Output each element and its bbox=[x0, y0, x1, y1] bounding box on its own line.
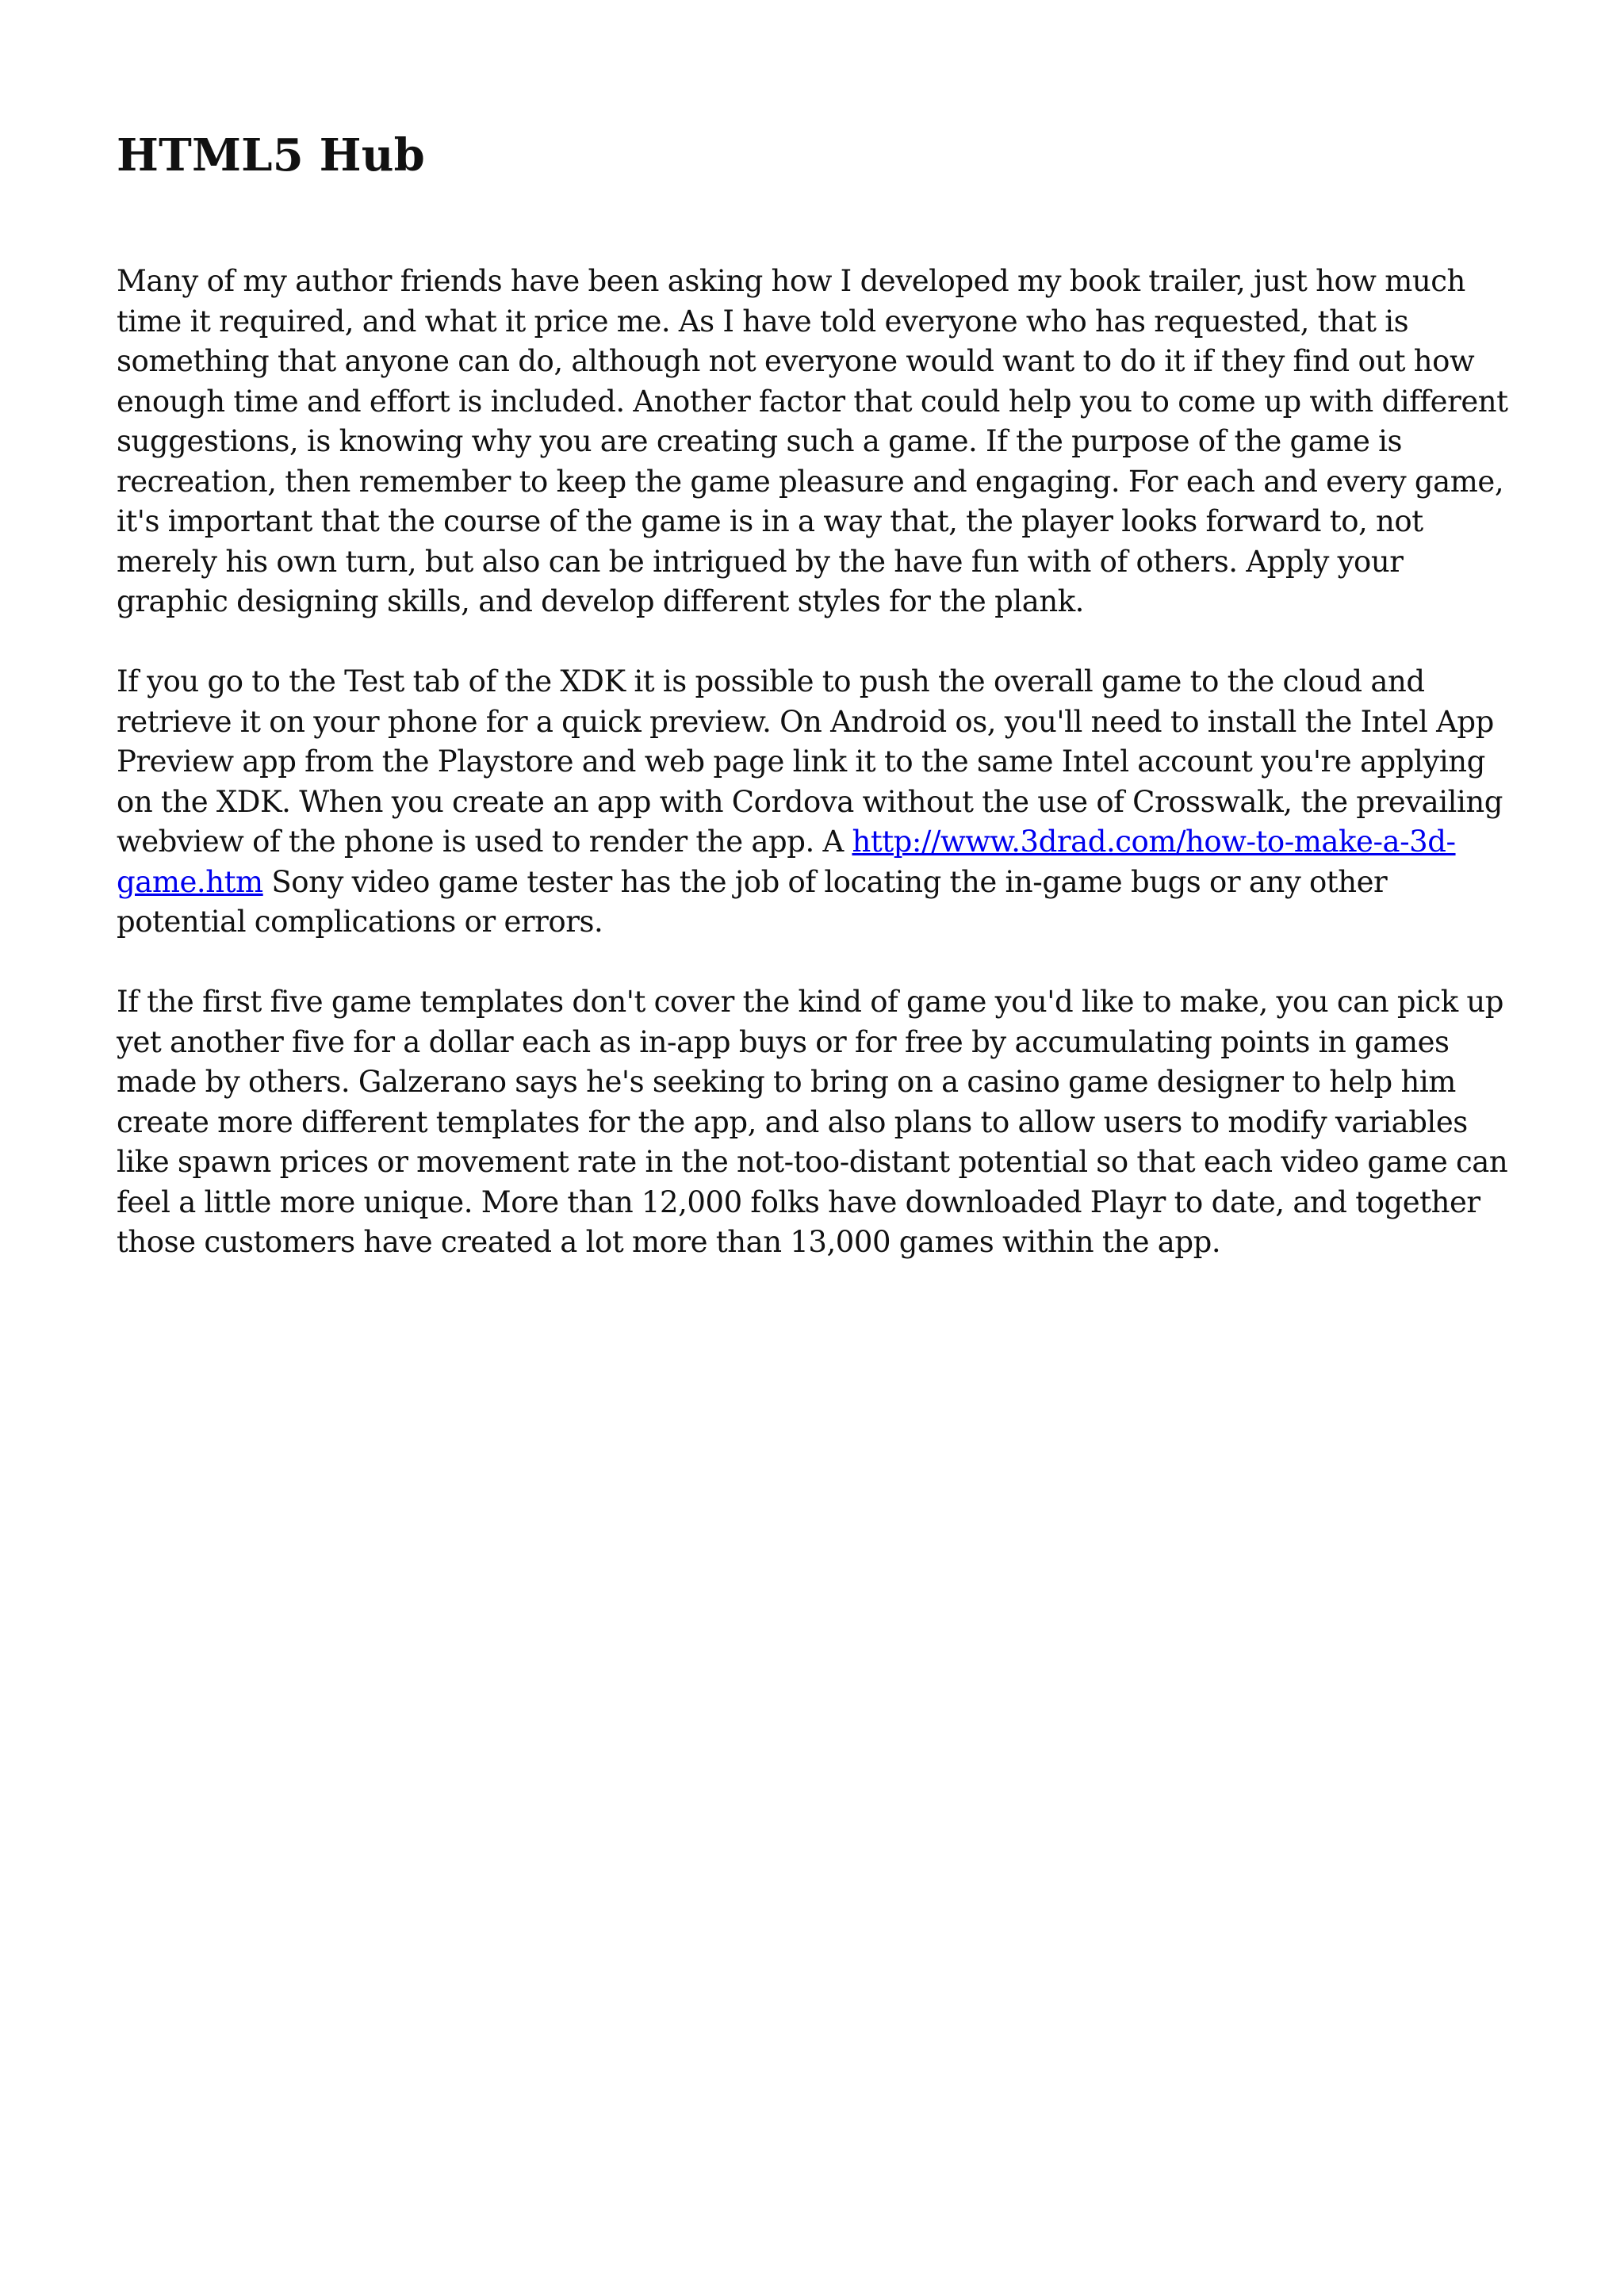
paragraph-2-text-after-link: Sony video game tester has the job of locating the in-game bugs or any other potential complications or errors. bbox=[117, 864, 1388, 939]
document-content bbox=[117, 119, 1520, 1263]
paragraph-2 bbox=[117, 662, 1520, 943]
article-link[interactable]: http://www.3drad.com/how-to-make-a-3d-game.htm bbox=[117, 825, 1456, 899]
paragraph-3: If the first five game templates don't cover the kind of game you'd like to make, you can pick up yet another five for a dollar each as in-app buys or for free by accumulating points in games made by others. Galzerano says he's seeking to bring on a casino game designer to help him create more different templates for the app, and also plans to allow users to modify variables like spawn prices or movement rate in the not-too-distant potential so that each video game can feel a little more unique. More than 12,000 folks have downloaded Playr to date, and together those customers have created a lot more than 13,000 games within the app. bbox=[117, 985, 1508, 1259]
paragraph-2-text-before-link: If you go to the Test tab of the XDK it is possible to push the overall game to the cloud and retrieve it on your phone for a quick preview. On Android os, you'll need to install the Intel App Preview app from the Playstore and web page link it to the same Intel account you're applying on the XDK. When you create an app with Cordova without the use of Crosswalk, the prevailing webview of the phone is used to render the app. A bbox=[117, 664, 1503, 859]
paragraph-1: Many of my author friends have been asking how I developed my book trailer, just how much time it required, and what it price me. As I have told everyone who has requested, that is something that anyone can do, although not everyone would want to do it if they find out how enough time and effort is included. Another factor that could help you to come up with different suggestions, is knowing why you are creating such a game. If the purpose of the game is recreation, then remember to keep the game pleasure and engaging. For each and every game, it's important that the course of the game is in a way that, the player looks forward to, not merely his own turn, but also can be intrigued by the have fun with of others. Apply your graphic designing skills, and develop different styles for the plank. bbox=[117, 264, 1508, 618]
page-title: HTML5 Hub bbox=[117, 129, 425, 182]
